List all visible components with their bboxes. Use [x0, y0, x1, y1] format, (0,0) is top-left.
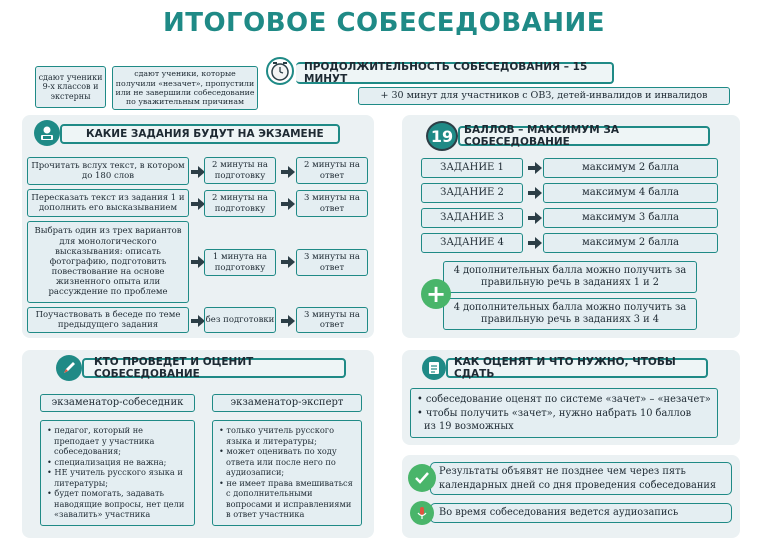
plus-icon: + — [421, 279, 451, 309]
task-4-answer-text: 3 минуты на ответ — [304, 309, 360, 330]
grading-line: • собеседование оценят по системе «зачет» – «незачет» — [417, 394, 711, 405]
task-2-desc-text: Пересказать текст из задания 1 и дополнить его высказыванием — [31, 192, 185, 213]
tasks-title — [60, 124, 340, 144]
arrow-icon — [191, 198, 205, 210]
score-task-3-text: ЗАДАНИЕ 3 — [440, 212, 504, 223]
scores-title-text: БАЛЛОВ – МАКСИМУМ ЗА СОБЕСЕДОВАНИЕ — [464, 124, 619, 148]
arrow-icon — [191, 166, 205, 178]
task-2-prep-text: 2 минуты на подготовку — [212, 193, 268, 214]
expert-point: • может оценивать по ходу ответа или после него по аудиозаписи; — [219, 446, 337, 477]
task-2-prep — [204, 190, 276, 217]
score-max-2 — [543, 183, 718, 203]
interlocutor-name-text: экзаменатор-собеседник — [51, 397, 184, 408]
score-max-3-text: максимум 3 балла — [581, 212, 680, 223]
participants-regular-text: сдают ученики 9-х классов и экстерны — [38, 72, 103, 101]
microphone-icon — [410, 501, 434, 525]
score-max-2-text: максимум 4 балла — [581, 187, 680, 198]
task-4-answer — [296, 307, 368, 333]
pencil-icon — [56, 355, 82, 381]
participants-regular — [35, 66, 106, 108]
tasks-title-text: КАКИЕ ЗАДАНИЯ БУДУТ НА ЭКЗАМЕНЕ — [86, 128, 324, 140]
score-max-4-text: максимум 2 балла — [581, 237, 680, 248]
bonus-1-text: 4 дополнительных балла можно получить за правильную речь в заданиях 1 и 2 — [453, 265, 687, 288]
task-1-prep-text: 2 минуты на подготовку — [212, 160, 268, 181]
grading-line: из 19 возможных — [424, 421, 514, 433]
grading-details — [410, 388, 718, 438]
grading-title-text: КАК ОЦЕНЯТ И ЧТО НУЖНО, ЧТОБЫ СДАТЬ — [454, 356, 676, 380]
results-note-text: Результаты объявят не позднее чем через пять календарных дней со дня проведения собеседования — [439, 466, 717, 491]
participants-retake-text: сдают ученики, которые получили «незачет», пропустили или не завершили собеседование по уважительным причинам — [115, 69, 255, 107]
interlocutor-point: • специализация не важна; — [47, 456, 167, 467]
task-3-desc-text: Выбрать один из трех вариантов для монологического высказывания: описать фотографию, подготовить повествование на основе жизненного опыта или рассуждение по проблеме — [34, 226, 182, 298]
score-task-2-text: ЗАДАНИЕ 2 — [440, 187, 504, 198]
audio-note-text: Во время собеседования ведется аудиозапись — [439, 507, 679, 519]
task-1-desc-text: Прочитать вслух текст, в котором до 180 слов — [31, 160, 185, 181]
interlocutor-name — [40, 394, 195, 412]
task-4-desc — [27, 307, 189, 333]
arrow-icon — [281, 166, 295, 178]
arrow-icon — [528, 187, 542, 199]
expert-point: • только учитель русского языка и литературы; — [219, 425, 335, 446]
task-3-answer-text: 3 минуты на ответ — [304, 252, 360, 273]
task-1-answer — [296, 157, 368, 184]
score-task-1 — [421, 158, 523, 178]
score-task-4 — [421, 233, 523, 253]
participants-retake — [112, 66, 258, 110]
interlocutor-points — [40, 420, 195, 526]
scores-title — [458, 126, 710, 146]
arrow-icon — [191, 256, 205, 268]
task-4-prep — [204, 307, 276, 333]
score-task-1-text: ЗАДАНИЕ 1 — [440, 162, 504, 173]
task-3-prep — [204, 249, 276, 276]
task-4-desc-text: Поучаствовать в беседе по теме предыдущего задания — [35, 309, 181, 330]
task-2-answer — [296, 190, 368, 217]
checkmark-icon — [408, 464, 436, 492]
bonus-2 — [443, 298, 697, 330]
score-max-3 — [543, 208, 718, 228]
arrow-icon — [528, 162, 542, 174]
expert-name-text: экзаменатор-эксперт — [230, 397, 344, 408]
expert-points — [212, 420, 362, 526]
score-max-1 — [543, 158, 718, 178]
arrow-icon — [281, 198, 295, 210]
interlocutor-point: • НЕ учитель русского языка и литературы; — [47, 467, 183, 488]
expert-point: • не имеет права вмешиваться с дополнительными вопросами и исправлениями в ответ участника — [219, 477, 353, 519]
examiners-title-text: КТО ПРОВЕДЕТ И ОЦЕНИТ СОБЕСЕДОВАНИЕ — [94, 356, 254, 380]
bonus-2-text: 4 дополнительных балла можно получить за правильную речь в заданиях 3 и 4 — [453, 302, 687, 325]
arrow-icon — [281, 315, 295, 327]
duration-extra-text: + 30 минут для участников с ОВЗ, детей-инвалидов и инвалидов — [380, 90, 708, 102]
arrow-icon — [281, 256, 295, 268]
examiners-title — [82, 358, 346, 378]
task-1-answer-text: 2 минуты на ответ — [304, 160, 360, 181]
task-2-desc — [27, 189, 189, 217]
duration-title — [296, 62, 614, 84]
bonus-1 — [443, 261, 697, 293]
student-icon — [34, 120, 60, 146]
arrow-icon — [191, 315, 205, 327]
score-number-text: 19 — [430, 126, 454, 146]
interlocutor-point: • педагог, который не преподает у участника собеседования; — [47, 425, 155, 456]
checklist-icon — [422, 356, 446, 380]
expert-name — [212, 394, 362, 412]
score-task-2 — [421, 183, 523, 203]
score-max-1-text: максимум 2 балла — [581, 162, 680, 173]
audio-note — [430, 503, 732, 523]
duration-title-text: ПРОДОЛЖИТЕЛЬНОСТЬ СОБЕСЕДОВАНИЯ – 15 МИНУТ — [304, 61, 588, 85]
page-title: ИТОГОВОЕ СОБЕСЕДОВАНИЕ — [162, 8, 606, 38]
arrow-icon — [528, 237, 542, 249]
task-4-prep-text: без подготовки — [205, 314, 275, 325]
grading-title — [446, 358, 708, 378]
score-max-4 — [543, 233, 718, 253]
duration-extra — [358, 87, 730, 105]
task-2-answer-text: 3 минуты на ответ — [304, 193, 360, 214]
score-task-3 — [421, 208, 523, 228]
interlocutor-point: • будет помогать, задавать наводящие вопросы, нет цели «завалить» участника — [47, 488, 185, 519]
task-3-prep-text: 1 минута на подготовку — [212, 252, 268, 273]
task-1-prep — [204, 157, 276, 184]
score-task-4-text: ЗАДАНИЕ 4 — [440, 237, 504, 248]
arrow-icon — [528, 212, 542, 224]
score-number-badge — [426, 121, 458, 151]
grading-line: • чтобы получить «зачет», нужно набрать 10 баллов — [417, 407, 692, 419]
task-3-desc — [27, 221, 189, 303]
results-note — [430, 462, 732, 495]
clock-icon — [266, 57, 294, 85]
task-1-desc — [27, 157, 189, 185]
task-3-answer — [296, 249, 368, 276]
